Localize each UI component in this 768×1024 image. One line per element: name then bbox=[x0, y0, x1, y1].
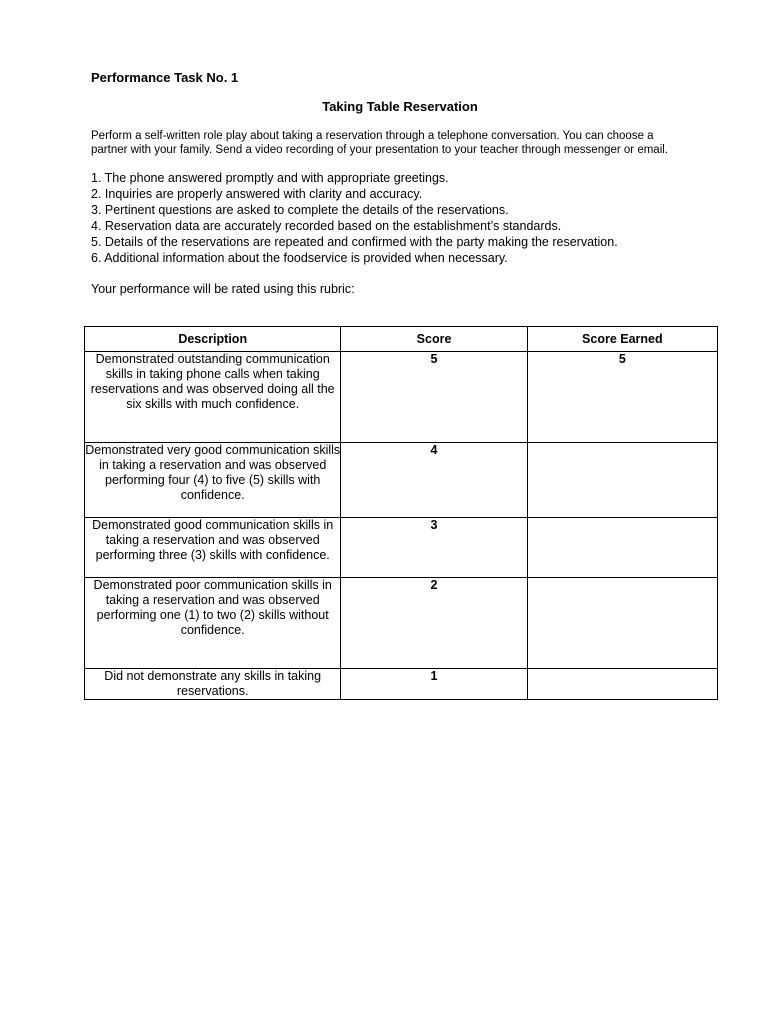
skill-item: 3. Pertinent questions are asked to complete the details of the reservations. bbox=[91, 203, 509, 217]
rubric-row bbox=[85, 669, 718, 700]
header-score-earned: Score Earned bbox=[527, 327, 717, 352]
rubric-header-row bbox=[85, 327, 718, 352]
row-score: 3 bbox=[341, 518, 527, 578]
header-score: Score bbox=[341, 327, 527, 352]
intro-paragraph: Perform a self-written role play about taking a reservation through a telephone conversation. You can choose a partner with your family. Send a video recording of your presentation to your teacher through messenger or email. bbox=[91, 130, 669, 156]
task-heading: Performance Task No. 1 bbox=[91, 70, 239, 85]
row-score-earned bbox=[527, 518, 717, 578]
rubric-table bbox=[84, 326, 718, 700]
row-score-earned bbox=[527, 669, 717, 700]
row-description: Demonstrated poor communication skills in taking a reservation and was observed performing one (1) to two (2) skills without confidence. bbox=[85, 578, 341, 669]
page-title: Taking Table Reservation bbox=[322, 99, 478, 114]
skill-item: 2. Inquiries are properly answered with clarity and accuracy. bbox=[91, 187, 423, 201]
skill-item: 5. Details of the reservations are repeated and confirmed with the party making the reservation. bbox=[91, 235, 618, 249]
row-score-earned bbox=[527, 443, 717, 518]
row-score: 2 bbox=[341, 578, 527, 669]
skill-item: 6. Additional information about the foodservice is provided when necessary. bbox=[91, 251, 508, 265]
skill-item: 4. Reservation data are accurately recorded based on the establishment’s standards. bbox=[91, 219, 562, 233]
row-description: Demonstrated very good communication skills in taking a reservation and was observed performing four (4) to five (5) skills with confidence. bbox=[85, 443, 341, 518]
row-score-earned bbox=[527, 578, 717, 669]
rubric-note: Your performance will be rated using this rubric: bbox=[91, 282, 355, 296]
row-score: 5 bbox=[341, 352, 527, 443]
row-description: Demonstrated outstanding communication skills in taking phone calls when taking reservations and was observed doing all the six skills with much confidence. bbox=[85, 352, 341, 443]
rubric-row bbox=[85, 578, 718, 669]
row-score-earned: 5 bbox=[527, 352, 717, 443]
rubric-row bbox=[85, 352, 718, 443]
row-description: Demonstrated good communication skills in taking a reservation and was observed performing three (3) skills with confidence. bbox=[85, 518, 341, 578]
rubric-row bbox=[85, 443, 718, 518]
row-score: 4 bbox=[341, 443, 527, 518]
skills-list bbox=[91, 170, 711, 266]
skill-item: 1. The phone answered promptly and with appropriate greetings. bbox=[91, 171, 449, 185]
header-description: Description bbox=[85, 327, 341, 352]
rubric-row bbox=[85, 518, 718, 578]
row-score: 1 bbox=[341, 669, 527, 700]
row-description: Did not demonstrate any skills in taking reservations. bbox=[85, 669, 341, 700]
